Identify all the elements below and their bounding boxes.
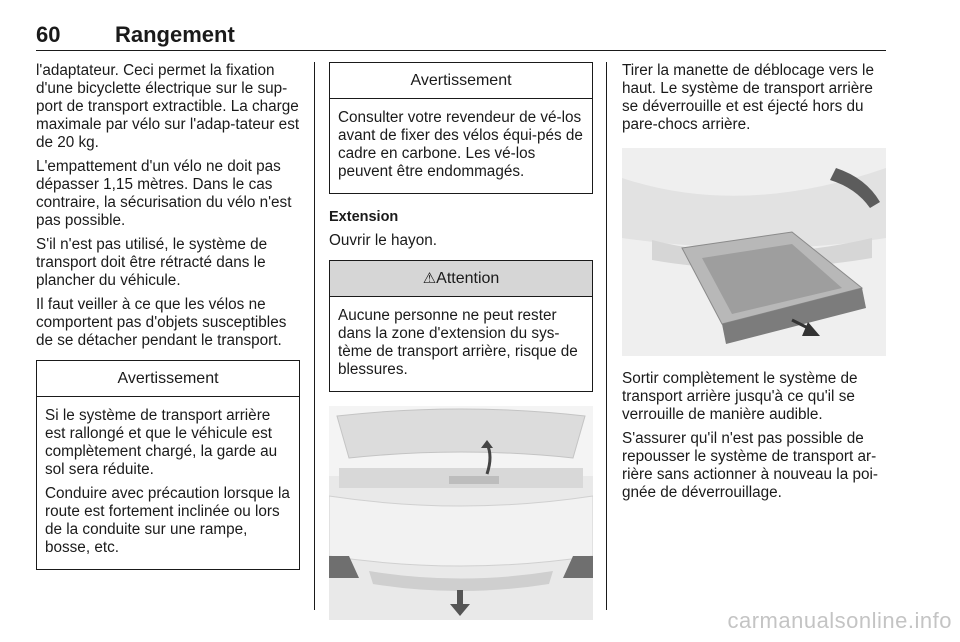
attention-text: Aucune personne ne peut rester dans la zone d'extension du sys-tème de transport arrière, risque de blessures. <box>338 307 578 378</box>
warning-box <box>329 62 593 194</box>
column-right <box>622 62 886 508</box>
paragraph: Sortir complètement le système de transport arrière jusqu'à ce qu'il se verrouille de manière audible. <box>622 370 858 423</box>
attention-box <box>329 260 593 392</box>
column-divider <box>606 62 607 610</box>
header-rule <box>36 50 886 51</box>
section-heading-extension: Extension <box>329 209 399 225</box>
trunk-release-photo <box>329 406 593 620</box>
rear-carrier-photo <box>622 148 886 356</box>
attention-title-text: Attention <box>436 270 500 287</box>
paragraph: L'empattement d'un vélo ne doit pas dépasser 1,15 mètres. Dans le cas contraire, la sécurisation du vélo n'est pas possible. <box>36 158 292 229</box>
column-left <box>36 62 300 584</box>
warning-text: Conduire avec précaution lorsque la route est fortement inclinée ou lors de la conduite sur une rampe, bosse, etc. <box>45 485 290 556</box>
column-middle <box>329 62 593 620</box>
warning-text: Consulter votre revendeur de vé-los avant de fixer des vélos équi-pés de cadre en carbone. Les vé-los peuvent être endommagés. <box>338 109 583 180</box>
column-divider <box>314 62 315 610</box>
paragraph: Il faut veiller à ce que les vélos ne comportent pas d'objets susceptibles de se détacher pendant le transport. <box>36 296 287 349</box>
paragraph: Ouvrir le hayon. <box>329 232 437 249</box>
paragraph: l'adaptateur. Ceci permet la fixation d'une bicyclette électrique sur le sup-port de transport extractible. La charge maximale par vélo sur l'adap-tateur est de 20 kg. <box>36 62 300 151</box>
warning-box-title: Avertissement <box>330 63 592 99</box>
paragraph: S'il n'est pas utilisé, le système de transport doit être rétracté dans le plancher du véhicule. <box>36 236 268 289</box>
warning-box <box>36 360 300 570</box>
page-title: Rangement <box>115 22 235 47</box>
paragraph: Tirer la manette de déblocage vers le haut. Le système de transport arrière se déverrouille et est éjecté hors du pare-chocs arrière. <box>622 62 874 133</box>
page-number: 60 <box>36 22 61 47</box>
page-header <box>36 22 884 52</box>
warning-box-title: Avertissement <box>37 361 299 397</box>
watermark-text: carmanualsonline.info <box>727 608 952 633</box>
attention-box-title <box>330 261 592 297</box>
warning-text: Si le système de transport arrière est rallongé et que le véhicule est complètement chargé, la garde au sol sera réduite. <box>45 407 278 478</box>
paragraph: S'assurer qu'il n'est pas possible de repousser le système de transport ar-rière sans actionner à nouveau la poi-gnée de déverrouillage. <box>622 430 878 501</box>
warning-triangle-icon: ⚠ <box>422 270 437 287</box>
